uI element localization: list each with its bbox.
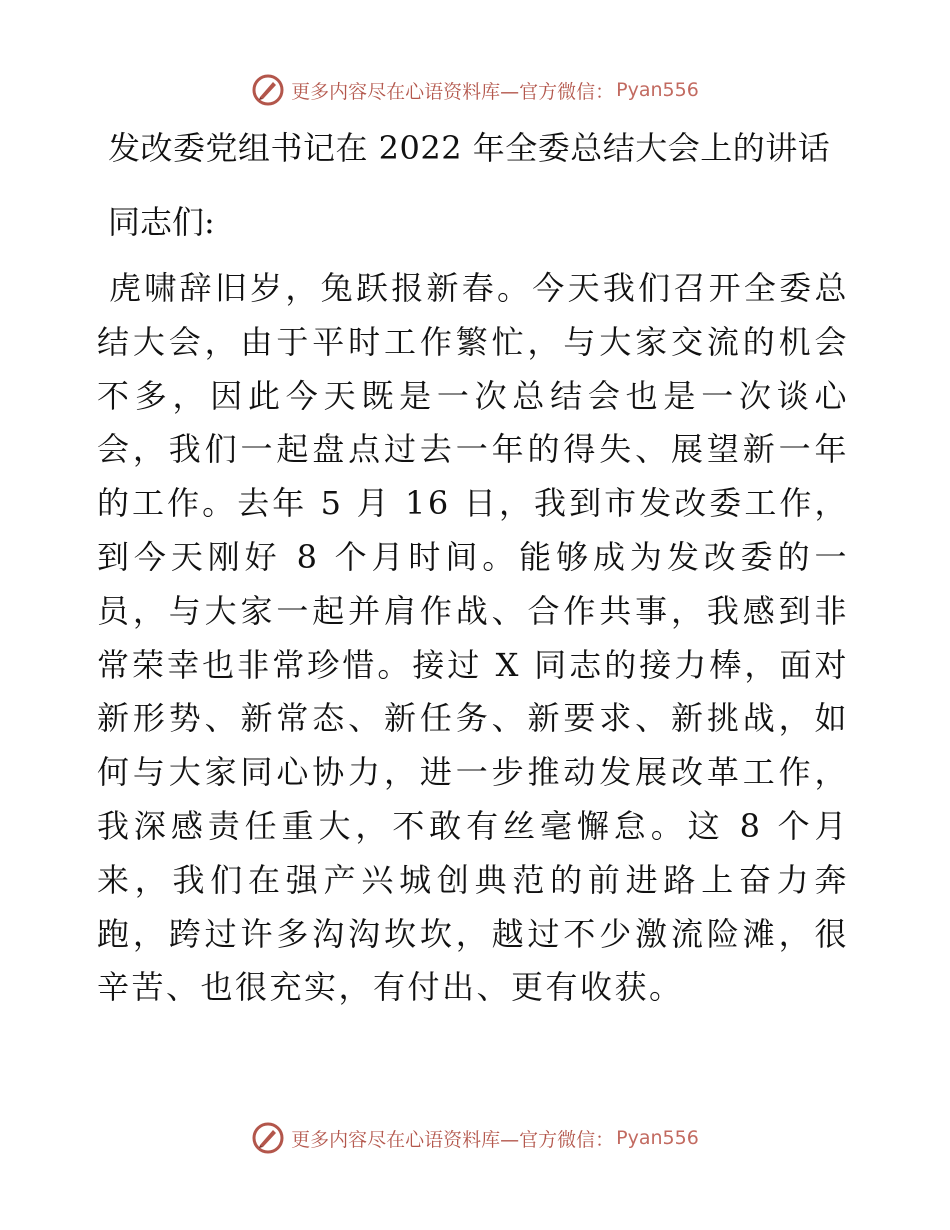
watermark-header — [0, 70, 950, 110]
document-title: 发改委党组书记在 2022 年全委总结大会上的讲话 — [108, 129, 831, 167]
salutation: 同志们: — [108, 203, 215, 241]
watermark-wechat-id: Pyan556 — [616, 79, 699, 101]
watermark-footer — [0, 1118, 950, 1158]
watermark-text: 更多内容尽在心语资料库—官方微信： — [291, 1128, 615, 1151]
quill-seal-icon — [251, 73, 285, 107]
body-paragraph: 虎啸辞旧岁，兔跃报新春。今天我们召开全委总结大会，由于平时工作繁忙，与大家交流的机会不多，因此今天既是一次总结会也是一次谈心会，我们一起盘点过去一年的得失、展望新一年的工作。去年 5 月 16 日，我到市发改委工作，到今天刚好 8 个月时间。能够成为发改委的一员，与大家一起并肩作战、合作共事，我感到非常荣幸也非常珍惜。接过 X 同志的接力棒，面对新形势、新常态、新任务、新要求、新挑战，如何与大家同心协力，进一步推动发展改革工作，我深感责任重大，不敢有丝毫懈怠。这 8 个月来，我们在强产兴城创典范的前进路上奋力奔跑，跨过许多沟沟坎坎，越过不少激流险滩，很辛苦、也很充实，有付出、更有收获。 — [97, 269, 849, 1007]
quill-seal-icon — [251, 1121, 285, 1155]
watermark-text: 更多内容尽在心语资料库—官方微信： — [291, 80, 615, 103]
watermark-wechat-id: Pyan556 — [616, 1127, 699, 1149]
